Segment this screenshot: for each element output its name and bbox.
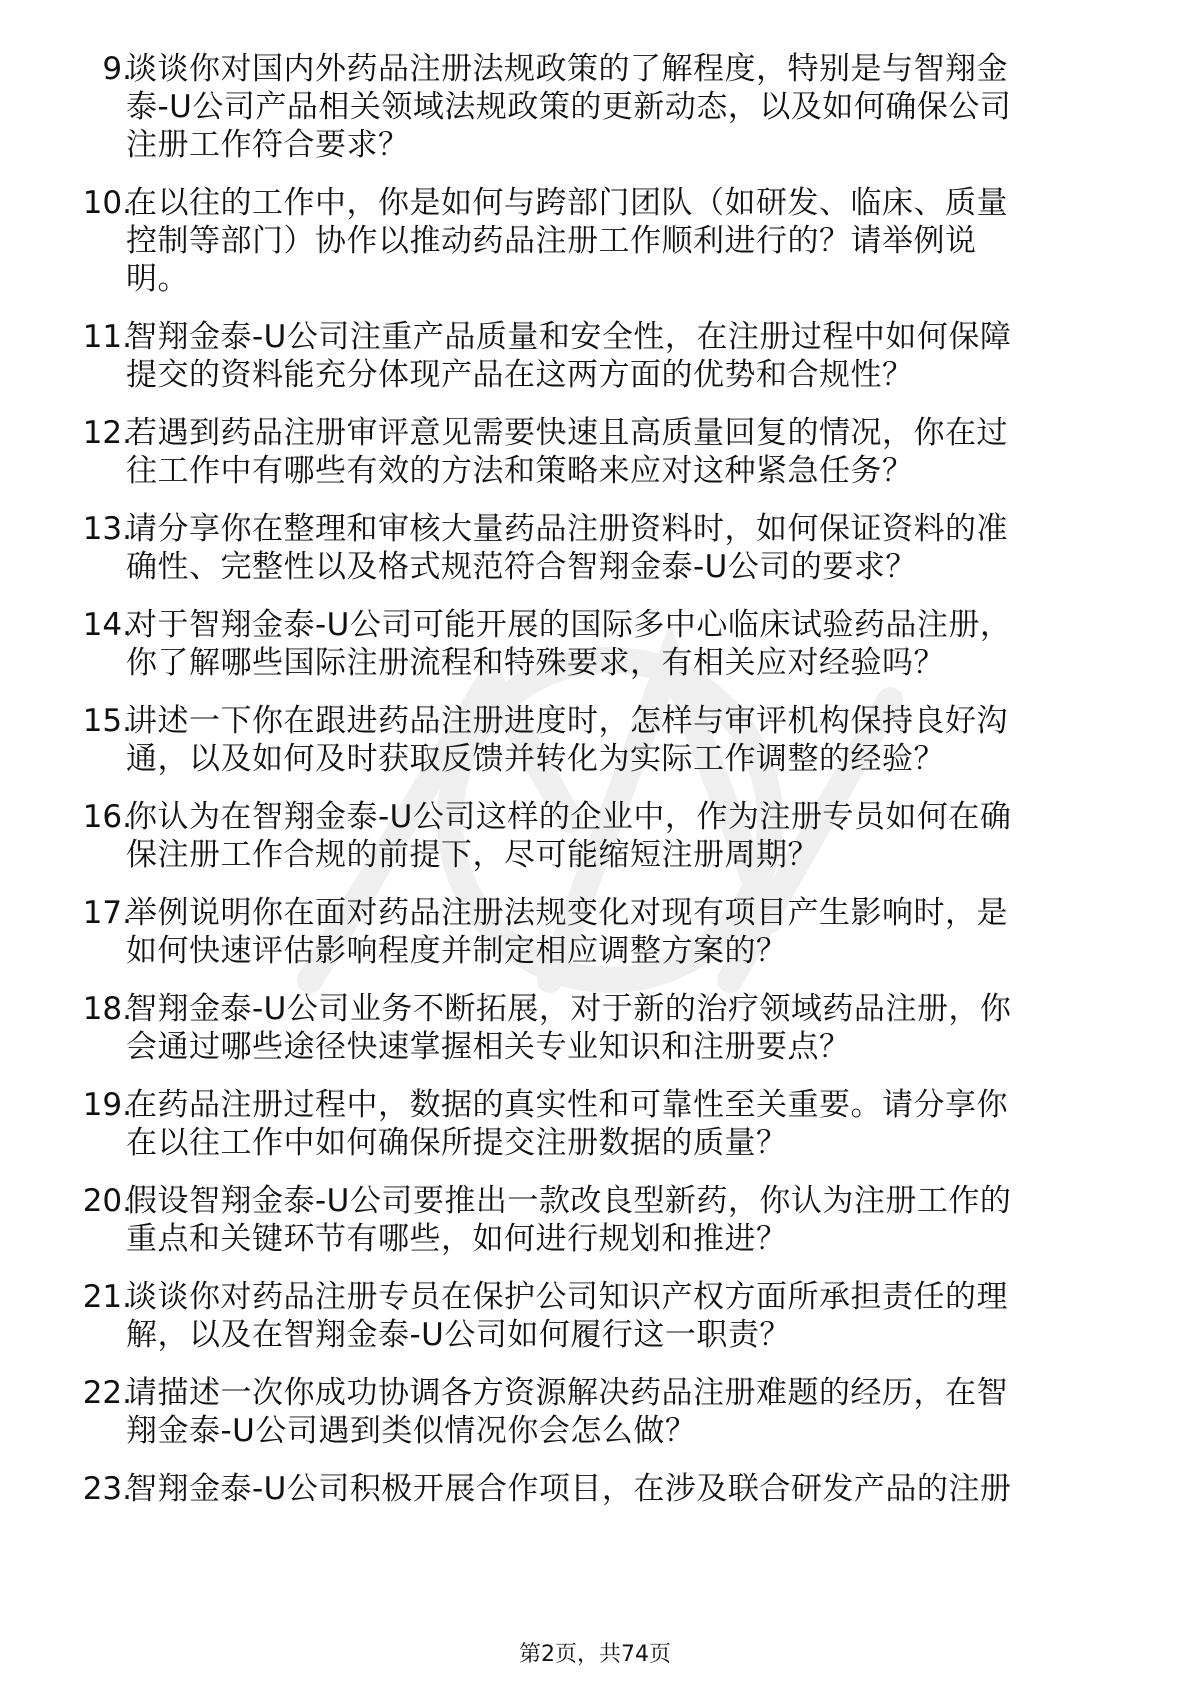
question-number: 12. bbox=[82, 415, 132, 451]
question-number: 19. bbox=[82, 1087, 132, 1123]
question-line: 假设智翔金泰-U公司要推出一款改良型新药，你认为注册工作的 bbox=[126, 1183, 1012, 1219]
question-line: 智翔金泰-U公司业务不断拓展，对于新的治疗领域药品注册，你 bbox=[126, 991, 1012, 1027]
question-line: 确性、完整性以及格式规范符合智翔金泰-U公司的要求？ bbox=[126, 549, 917, 585]
question-line: 谈谈你对药品注册专员在保护公司知识产权方面所承担责任的理 bbox=[126, 1279, 1008, 1315]
question-line: 谈谈你对国内外药品注册法规政策的了解程度，特别是与智翔金 bbox=[126, 51, 1008, 87]
question-number: 21. bbox=[82, 1279, 132, 1315]
question-line: 讲述一下你在跟进药品注册进度时，怎样与审评机构保持良好沟 bbox=[126, 703, 1008, 739]
page-number-footer: 第2页，共74页 bbox=[519, 1642, 671, 1667]
question-number: 16. bbox=[82, 799, 132, 835]
question-number: 10. bbox=[82, 185, 132, 221]
question-line: 举例说明你在面对药品注册法规变化对现有项目产生影响时，是 bbox=[126, 895, 1008, 931]
question-line: 请描述一次你成功协调各方资源解决药品注册难题的经历，在智 bbox=[126, 1375, 1008, 1411]
question-line: 在药品注册过程中，数据的真实性和可靠性至关重要。请分享你 bbox=[126, 1087, 1008, 1123]
question-number: 23. bbox=[82, 1471, 132, 1507]
question-line: 翔金泰-U公司遇到类似情况你会怎么做？ bbox=[126, 1413, 697, 1449]
question-line: 对于智翔金泰-U公司可能开展的国际多中心临床试验药品注册， bbox=[126, 607, 1012, 643]
question-number: 15. bbox=[82, 703, 132, 739]
question-line: 保注册工作合规的前提下，尽可能缩短注册周期？ bbox=[126, 837, 819, 873]
question-line: 若遇到药品注册审评意见需要快速且高质量回复的情况，你在过 bbox=[126, 415, 1008, 451]
question-line: 如何快速评估影响程度并制定相应调整方案的？ bbox=[126, 933, 788, 969]
question-line: 智翔金泰-U公司积极开展合作项目，在涉及联合研发产品的注册 bbox=[126, 1471, 1012, 1507]
question-number: 18. bbox=[82, 991, 132, 1027]
question-number: 22. bbox=[82, 1375, 132, 1411]
question-line: 请分享你在整理和审核大量药品注册资料时，如何保证资料的准 bbox=[126, 511, 1008, 547]
question-number: 17. bbox=[82, 895, 132, 931]
question-line: 在以往工作中如何确保所提交注册数据的质量？ bbox=[126, 1125, 788, 1161]
question-line: 你认为在智翔金泰-U公司这样的企业中，作为注册专员如何在确 bbox=[126, 799, 1012, 835]
question-line: 通，以及如何及时获取反馈并转化为实际工作调整的经验？ bbox=[126, 741, 945, 777]
question-line: 明。 bbox=[126, 261, 189, 297]
question-line: 控制等部门）协作以推动药品注册工作顺利进行的？请举例说 bbox=[126, 223, 977, 259]
question-line: 解，以及在智翔金泰-U公司如何履行这一职责？ bbox=[126, 1317, 791, 1353]
question-number: 9. bbox=[102, 51, 132, 87]
question-line: 注册工作符合要求？ bbox=[126, 127, 410, 163]
question-line: 提交的资料能充分体现产品在这两方面的优势和合规性？ bbox=[126, 357, 914, 393]
question-line: 在以往的工作中，你是如何与跨部门团队（如研发、临床、质量 bbox=[126, 185, 1008, 221]
question-line: 泰-U公司产品相关领域法规政策的更新动态，以及如何确保公司 bbox=[126, 89, 1012, 125]
question-line: 重点和关键环节有哪些，如何进行规划和推进？ bbox=[126, 1221, 788, 1257]
question-number: 13. bbox=[82, 511, 132, 547]
question-number: 14. bbox=[82, 607, 132, 643]
question-line: 智翔金泰-U公司注重产品质量和安全性，在注册过程中如何保障 bbox=[126, 319, 1012, 355]
question-line: 会通过哪些途径快速掌握相关专业知识和注册要点？ bbox=[126, 1029, 851, 1065]
question-line: 往工作中有哪些有效的方法和策略来应对这种紧急任务？ bbox=[126, 453, 914, 489]
question-number: 20. bbox=[82, 1183, 132, 1219]
question-number: 11. bbox=[82, 319, 132, 355]
question-line: 你了解哪些国际注册流程和特殊要求，有相关应对经验吗？ bbox=[126, 645, 945, 681]
